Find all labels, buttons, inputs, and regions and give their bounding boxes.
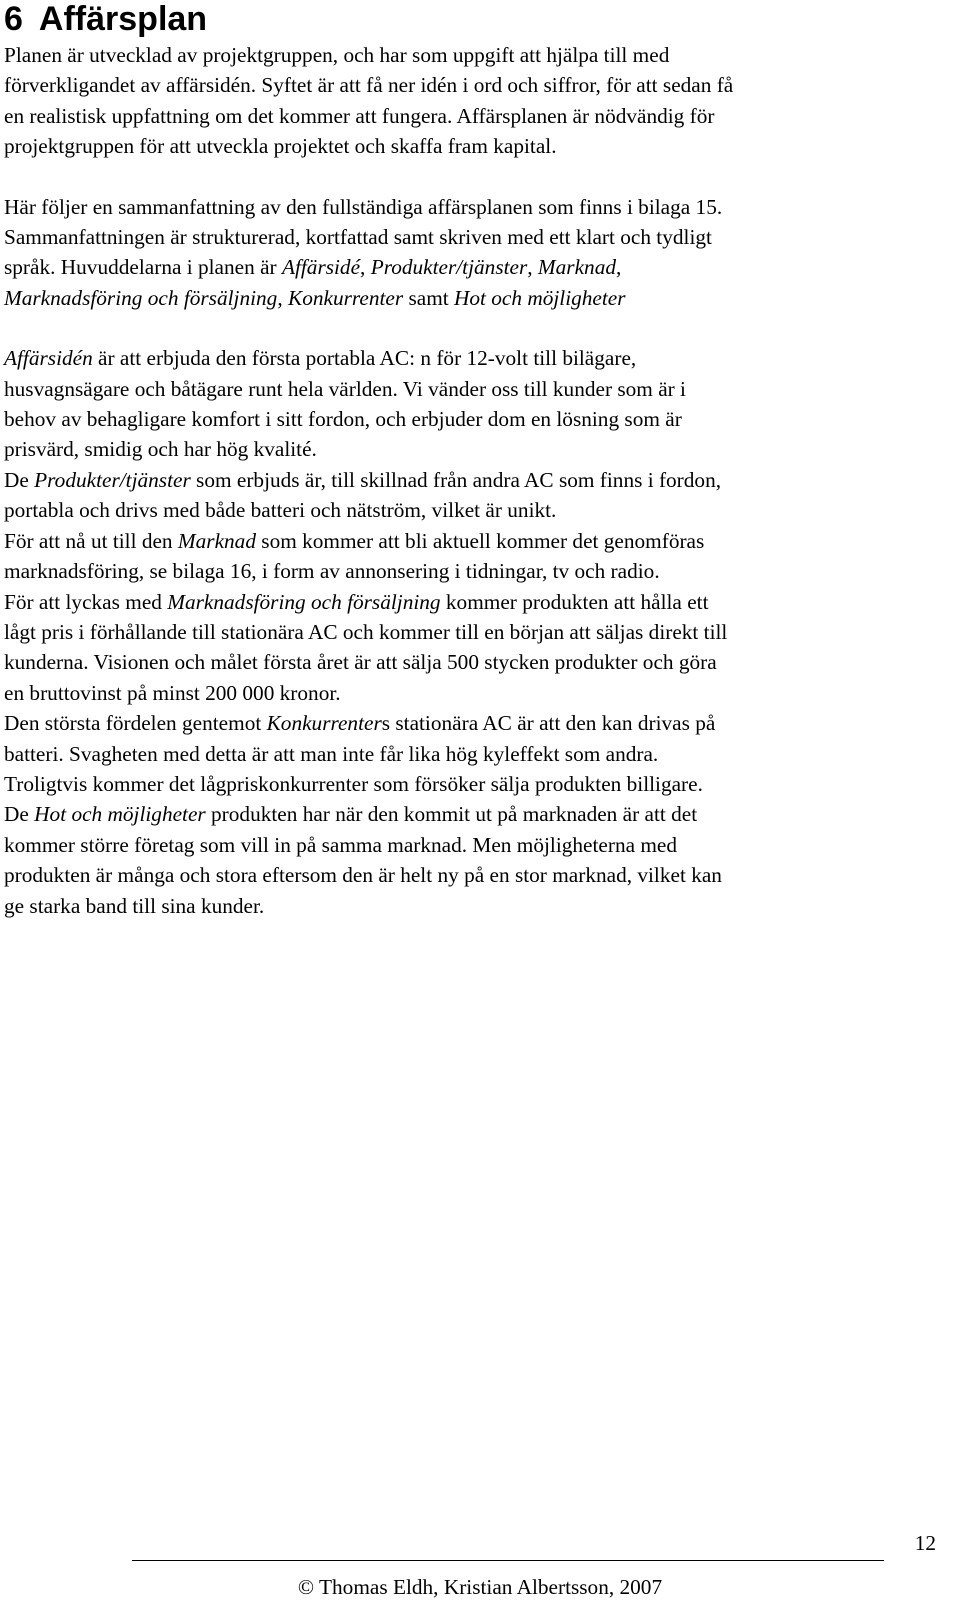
text-run: ,: [527, 255, 538, 280]
text-line: [4, 708, 934, 738]
text-run: De: [4, 802, 35, 827]
text-line: husvagnsägare och båtägare runt hela världen. Vi vänder oss till kunder som är i: [4, 376, 686, 401]
emphasis-text: Produkter/tjänster: [34, 467, 191, 492]
text-line: Sammanfattningen är strukturerad, kortfattad samt skriven med ett klart och tydligt: [4, 225, 712, 250]
emphasis-text: Marknadsföring och försäljning: [4, 285, 278, 310]
footer-copyright: © Thomas Eldh, Kristian Albertsson, 2007: [297, 1575, 663, 1599]
text-line: produkten är många och stora eftersom den är helt ny på en stor marknad, vilket kan: [4, 863, 722, 888]
text-run: språk. Huvuddelarna i planen är: [4, 255, 282, 280]
text-line: ge starka band till sina kunder.: [4, 893, 265, 918]
text-run: är att erbjuda den första portabla AC: n för 12-volt till bilägare,: [92, 346, 637, 371]
footer-divider: [132, 1560, 884, 1561]
emphasis-text: Marknadsföring och försäljning: [167, 589, 441, 614]
text-run: samt: [403, 285, 455, 310]
text-line: [4, 587, 934, 617]
emphasis-text: Marknad: [537, 255, 616, 280]
paragraph-details: [4, 343, 934, 921]
text-run: ,: [360, 255, 371, 280]
text-run: För att nå ut till den: [4, 528, 178, 553]
emphasis-text: Marknad: [177, 528, 256, 553]
text-line: portabla och drivs med både batteri och nätström, vilket är unikt.: [4, 498, 557, 523]
text-line: Här följer en sammanfattning av den fullständiga affärsplanen som finns i bilaga 15.: [4, 194, 723, 219]
text-run: kommer produkten att hålla ett: [440, 589, 709, 614]
section-heading: [4, 0, 207, 38]
text-line: Planen är utvecklad av projektgruppen, och har som uppgift att hjälpa till med: [4, 43, 670, 67]
section-number: 6: [4, 0, 23, 38]
section-title: Affärsplan: [38, 0, 208, 38]
text-line: [4, 799, 934, 829]
emphasis-text: Produkter/tjänster: [370, 255, 528, 280]
text-line: [4, 465, 934, 495]
text-line: behov av behagligare komfort i sitt fordon, och erbjuder dom en lösning som är: [4, 407, 682, 432]
page-number: 12: [914, 1531, 936, 1555]
text-line: [4, 526, 934, 556]
emphasis-text: Affärsidén: [4, 346, 93, 371]
text-run: ,: [277, 285, 288, 310]
text-line: en bruttovinst på minst 200 000 kronor.: [4, 680, 341, 705]
emphasis-text: Konkurrenter: [266, 711, 382, 736]
text-line: [4, 283, 934, 313]
text-line: projektgruppen för att utveckla projektet och skaffa fram kapital.: [4, 134, 557, 159]
text-run: som erbjuds är, till skillnad från andra AC som finns i fordon,: [190, 467, 722, 492]
paragraph-summary: [4, 192, 934, 314]
text-line: prisvärd, smidig och har hög kvalité.: [4, 437, 317, 462]
text-run: För att lyckas med: [4, 589, 168, 614]
text-run: produkten har när den kommit ut på marknaden är att det: [205, 802, 698, 827]
emphasis-text: Hot och möjligheter: [34, 802, 206, 827]
text-line: lågt pris i förhållande till stationära AC och kommer till en början att säljas direkt till: [4, 619, 728, 644]
text-line: Troligtvis kommer det lågpriskonkurrenter som försöker sälja produkten billigare.: [4, 771, 703, 796]
text-run: De: [4, 467, 35, 492]
emphasis-text: Konkurrenter: [287, 285, 404, 310]
emphasis-text: Affärsidé: [281, 255, 361, 280]
text-line: marknadsföring, se bilaga 16, i form av annonsering i tidningar, tv och radio.: [4, 559, 660, 584]
emphasis-text: Hot och möjligheter: [454, 285, 626, 310]
text-run: Den största fördelen gentemot: [4, 711, 267, 736]
text-run: som kommer att bli aktuell kommer det genomföras: [255, 528, 705, 553]
text-line: batteri. Svagheten med detta är att man inte får lika hög kyleffekt som andra.: [4, 741, 659, 766]
text-line: kommer större företag som vill in på samma marknad. Men möjligheterna med: [4, 832, 678, 857]
text-run: s stationära AC är att den kan drivas på: [381, 711, 716, 736]
text-line: [4, 252, 934, 282]
text-line: förverkligandet av affärsidén. Syftet är att få ner idén i ord och siffror, för att sedan få: [4, 73, 734, 98]
text-line: [4, 343, 934, 373]
body-text: [4, 40, 934, 921]
text-line: en realistisk uppfattning om det kommer att fungera. Affärsplanen är nödvändig för: [4, 103, 715, 128]
paragraph-intro: [4, 40, 934, 162]
text-line: kunderna. Visionen och målet första året är att sälja 500 stycken produkter och göra: [4, 650, 717, 675]
text-run: ,: [616, 255, 622, 280]
